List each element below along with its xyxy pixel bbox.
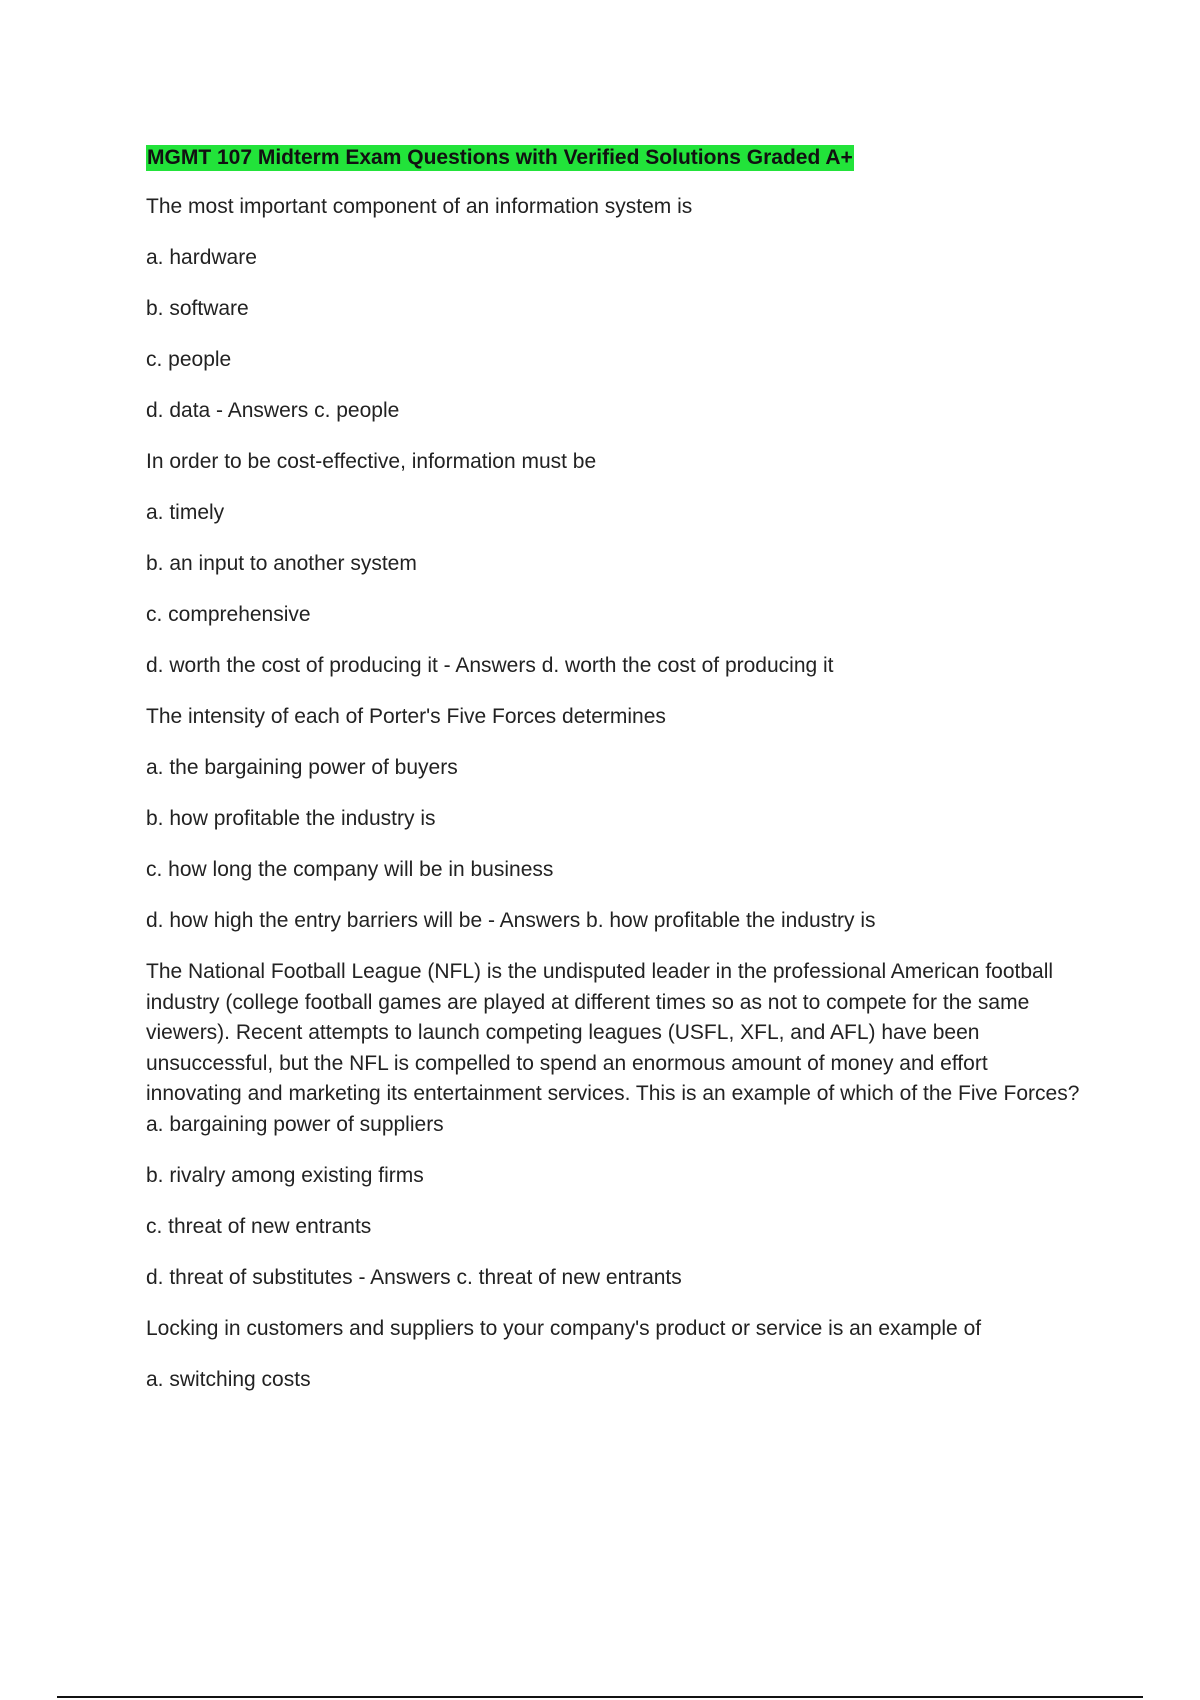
question-1-option-d-answer: d. data - Answers c. people: [146, 399, 400, 422]
question-4-option-b: b. rivalry among existing firms: [146, 1164, 424, 1187]
question-3-text: The intensity of each of Porter's Five Forces determines: [146, 705, 666, 728]
question-2-option-a: a. timely: [146, 501, 225, 524]
question-2-option-d-answer: d. worth the cost of producing it - Answers d. worth the cost of producing it: [146, 654, 834, 677]
question-3-option-d-answer: d. how high the entry barriers will be - Answers b. how profitable the industry is: [146, 909, 876, 932]
title-wrapper: [146, 145, 1086, 171]
question-5-option-a: a. switching costs: [146, 1368, 311, 1391]
document-title: MGMT 107 Midterm Exam Questions with Verified Solutions Graded A+: [147, 146, 853, 169]
question-1-option-c: c. people: [146, 348, 232, 371]
question-3-option-a: a. the bargaining power of buyers: [146, 756, 458, 779]
question-1-text: The most important component of an information system is: [146, 195, 693, 218]
question-2-option-c: c. comprehensive: [146, 603, 311, 626]
question-5-text: Locking in customers and suppliers to your company's product or service is an example of: [146, 1317, 982, 1340]
question-2-text: In order to be cost-effective, information must be: [146, 450, 597, 473]
question-1-option-b: b. software: [146, 297, 249, 320]
question-1-option-a: a. hardware: [146, 246, 257, 269]
question-4-text: The National Football League (NFL) is the undisputed leader in the professional American football industry (college football games are played at different times so as not to compete for the same viewers). Recent attempts to launch competing leagues (USFL, XFL, and AFL) have been unsuccessful, but the NFL is compelled to spend an enormous amount of money and effort innovating and marketing its entertainment services. This is an example of which of the Five Forces?a. bargaining power of suppliers: [146, 960, 1080, 1136]
question-4-option-c: c. threat of new entrants: [146, 1215, 372, 1238]
question-3-option-b: b. how profitable the industry is: [146, 807, 436, 830]
document-body: [146, 145, 1086, 1416]
question-3-option-c: c. how long the company will be in business: [146, 858, 554, 881]
question-4-option-d-answer: d. threat of substitutes - Answers c. threat of new entrants: [146, 1266, 682, 1289]
question-2-option-b: b. an input to another system: [146, 552, 417, 575]
page-bottom-divider: [57, 1696, 1143, 1698]
